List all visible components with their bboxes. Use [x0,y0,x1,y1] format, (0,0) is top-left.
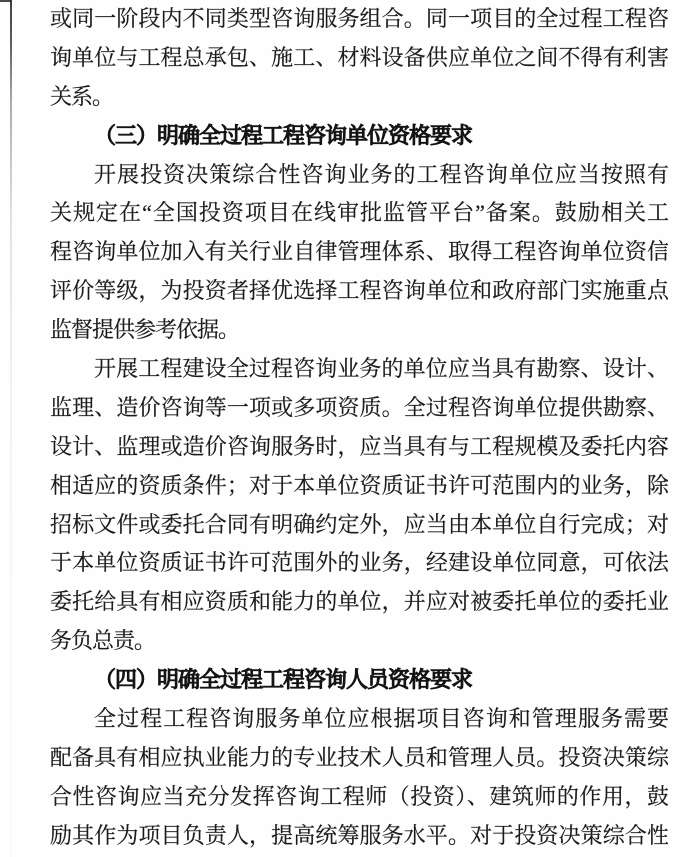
text-line: 询单位与工程总承包、施工、材料设备供应单位之间不得有利害 [50,44,668,70]
text-line: 关系。 [50,83,114,109]
text-line: 励其作为项目负责人，提高统筹服务水平。对于投资决策综合性 [50,822,668,848]
text-line: 配备具有相应执业能力的专业技术人员和管理人员。投资决策综 [50,744,668,770]
text-line: 招标文件或委托合同有明确约定外，应当由本单位自行完成；对 [50,511,668,537]
text-line: 全过程工程咨询服务单位应根据项目咨询和管理服务需要 [94,706,668,732]
text-line: 评价等级，为投资者择优选择工程咨询单位和政府部门实施重点 [50,278,668,304]
text-line: 开展投资决策综合性咨询业务的工程咨询单位应当按照有 [94,161,668,187]
text-line: 合性咨询应当充分发挥咨询工程师（投资）、建筑师的作用，鼓 [50,783,668,809]
text-line: 开展工程建设全过程咨询业务的单位应当具有勘察、设计、 [94,356,668,382]
text-line: 监理、造价咨询等一项或多项资质。全过程咨询单位提供勘察、 [50,394,668,420]
text-line: 程咨询单位加入有关行业自律管理体系、取得工程咨询单位资信 [50,239,668,265]
text-line: 相适应的资质条件；对于本单位资质证书许可范围内的业务，除 [50,472,668,498]
text-block [50,0,668,856]
text-line: 关规定在“全国投资项目在线审批监管平台”备案。鼓励相关工 [50,200,668,226]
text-line: 或同一阶段内不同类型咨询服务组合。同一项目的全过程工程咨 [50,6,668,31]
text-line: 监督提供参考依据。 [50,317,240,343]
scan-artifact-line [10,0,12,857]
text-line: 务负总责。 [50,628,156,654]
text-line: 委托给具有相应资质和能力的单位，并应对被委托单位的委托业 [50,589,668,615]
section-heading-4: （四）明确全过程工程咨询人员资格要求 [94,667,473,693]
text-line: 于本单位资质证书许可范围外的业务，经建设单位同意，可依法 [50,550,668,576]
scan-artifact-tick [0,0,11,2]
text-line: 设计、监理或造价咨询服务时，应当具有与工程规模及委托内容 [50,433,668,459]
section-heading-3: （三）明确全过程工程咨询单位资格要求 [94,122,473,148]
